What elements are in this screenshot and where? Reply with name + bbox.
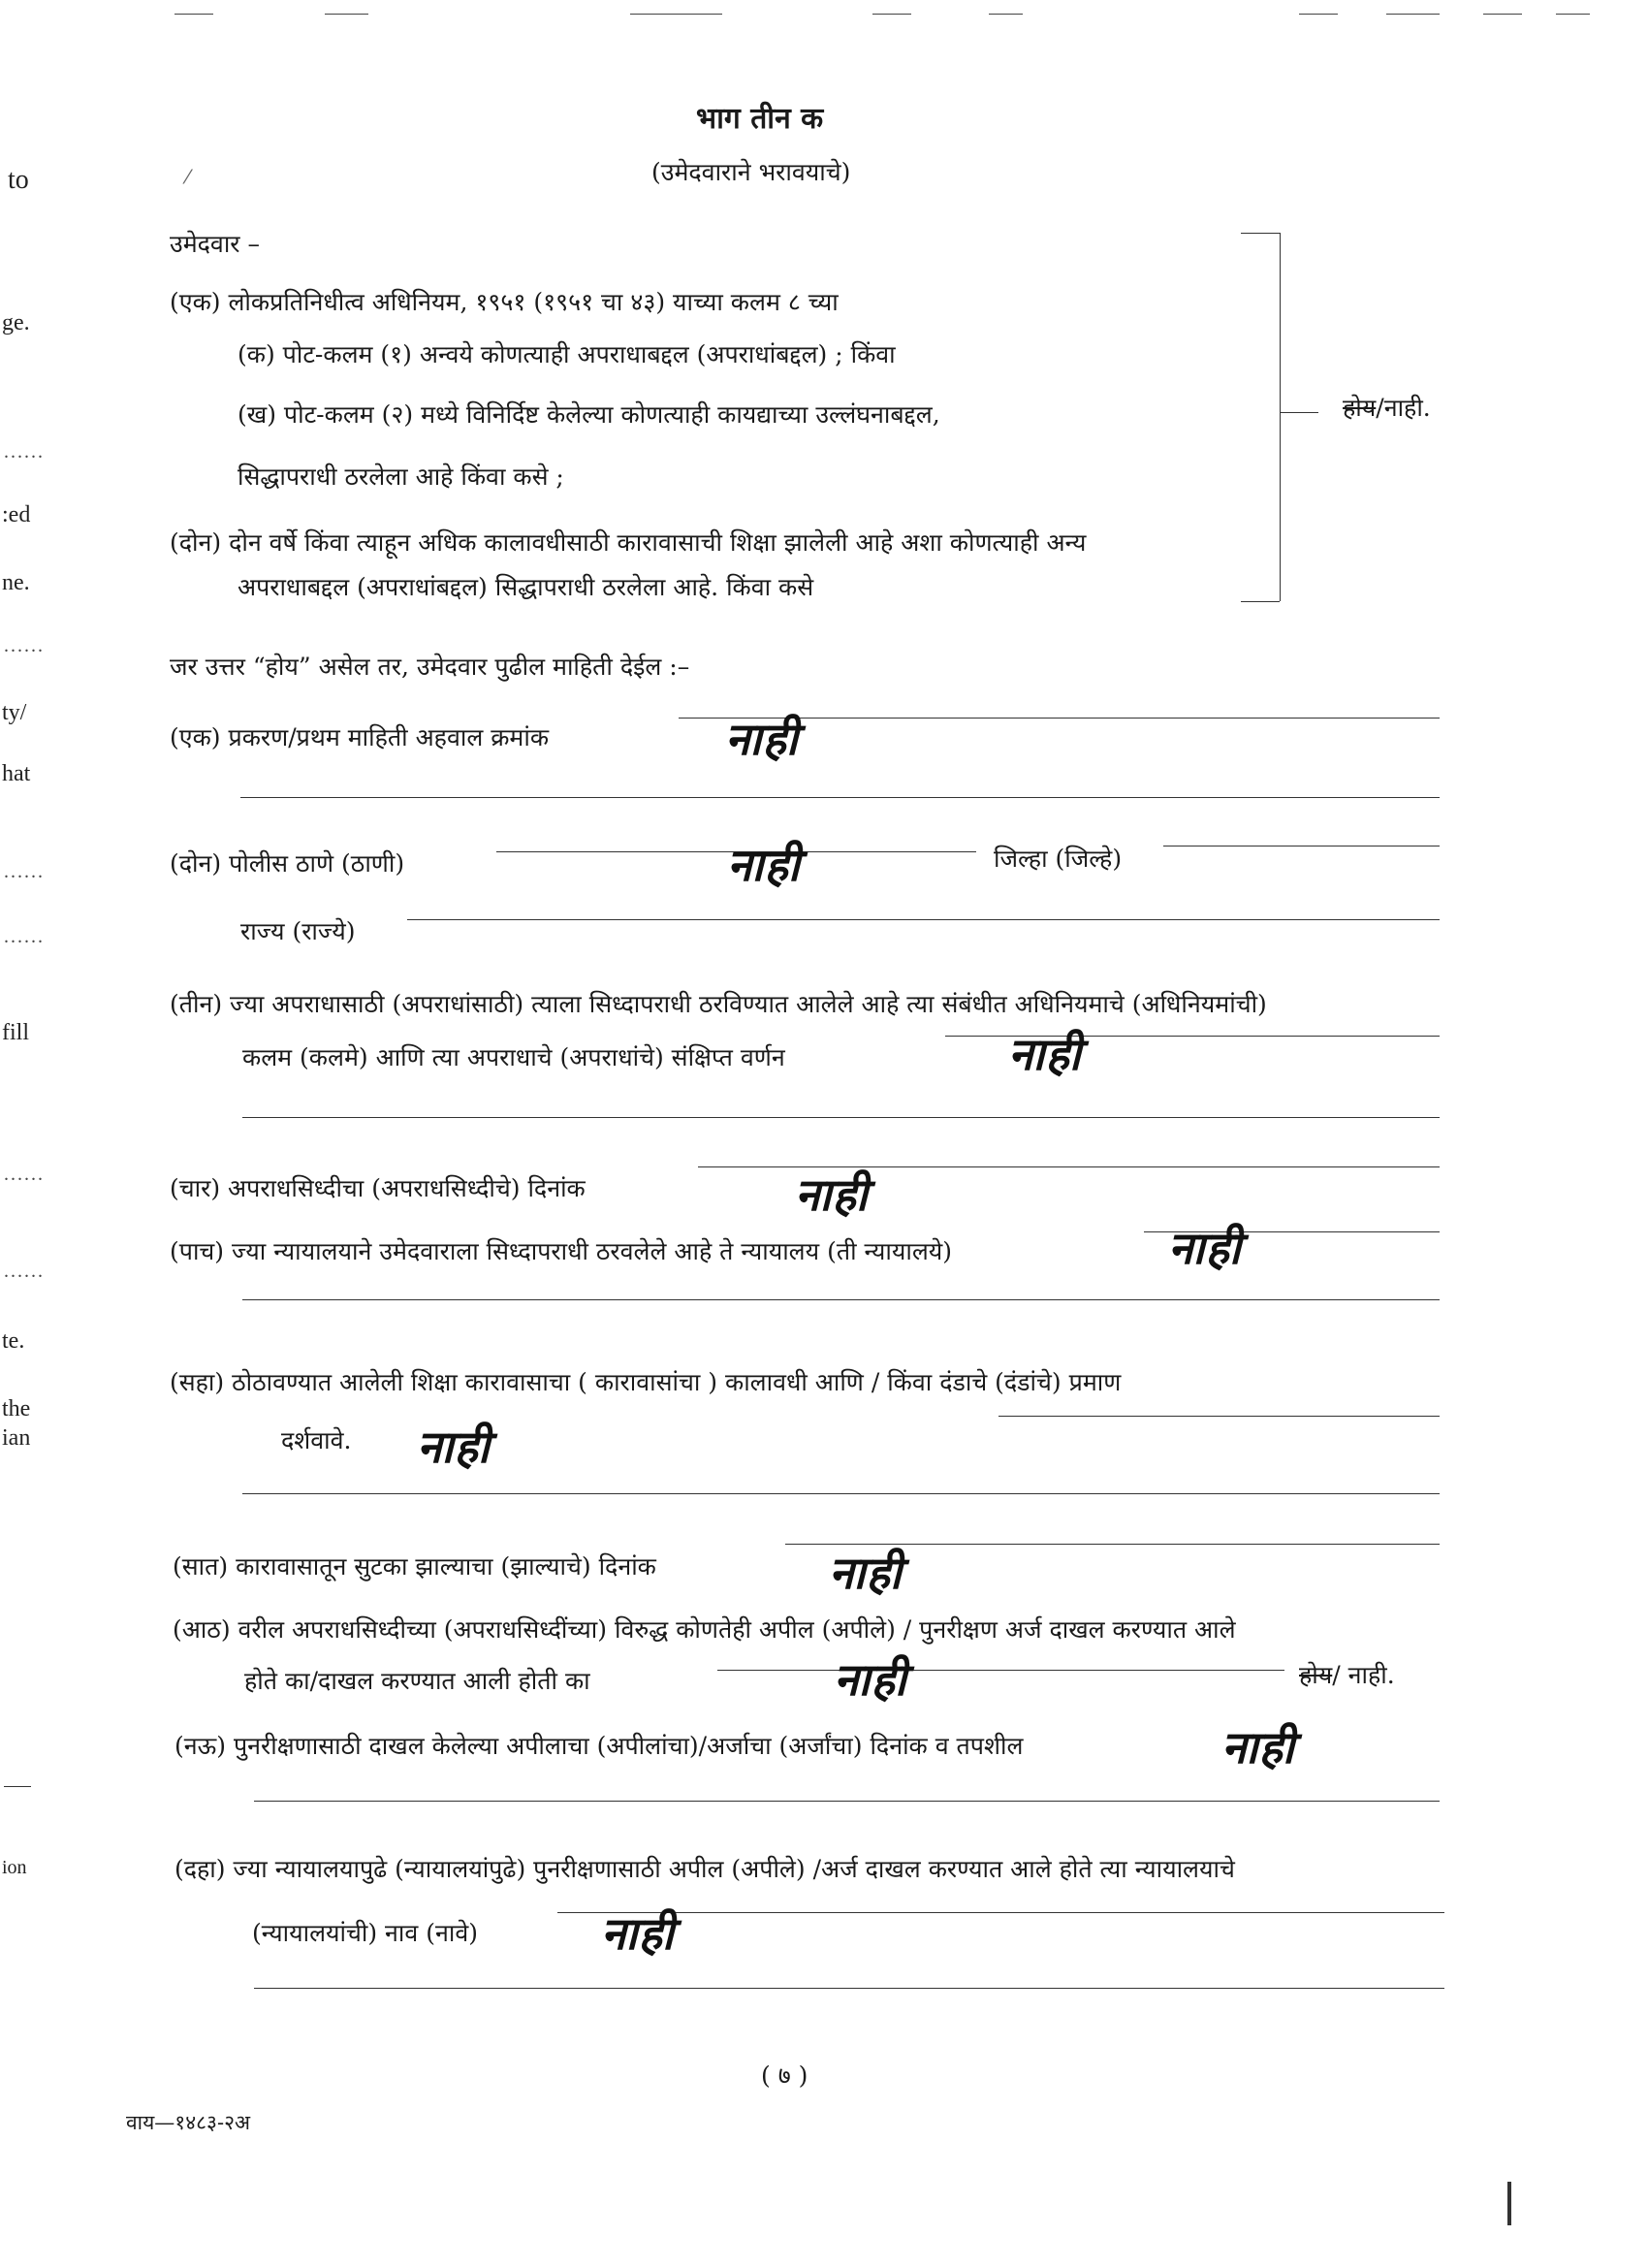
page-number: ( ७ )	[761, 2061, 808, 2090]
field-4-label: (चार) अपराधसिध्दीचा (अपराधसिध्दीचे) दिनांक	[170, 1174, 586, 1202]
margin-text: ian	[2, 1425, 31, 1451]
field-2-district-label: जिल्हा (जिल्हे)	[994, 845, 1123, 873]
clause-2-line1: (दोन) दोन वर्षे किंवा त्याहून अधिक कालावधीसाठी कारावासाची शिक्षा झालेली आहे अशा कोणत्याही अन्य	[170, 528, 1087, 557]
field-8-label-line2: होते का/दाखल करण्यात आली होती का	[244, 1667, 590, 1695]
margin-dots: ......	[4, 926, 45, 947]
margin-dots: ......	[4, 635, 45, 656]
candidate-label: उमेदवार –	[170, 230, 260, 258]
margin-dots: ......	[4, 1261, 45, 1282]
bracket-vertical	[1280, 233, 1281, 601]
margin-text: fill	[2, 1020, 29, 1045]
scan-mark: ⁄	[186, 165, 190, 188]
margin-dash	[4, 1786, 31, 1787]
field-3-line2	[242, 1117, 1440, 1118]
field-3-label-line2: कलम (कलमे) आणि त्या अपराधाचे (अपराधांचे) संक्षिप्त वर्णन	[242, 1043, 785, 1071]
clause-2-line2: अपराधाबद्दल (अपराधांबद्दल) सिद्धापराधी ठरलेला आहे. किंवा कसे	[238, 573, 814, 601]
bracket-bottom	[1241, 601, 1280, 602]
field-10-answer: नाही	[601, 1907, 675, 1960]
field-2-state-line	[407, 919, 1440, 920]
margin-text: ge.	[2, 310, 30, 335]
field-6-label-line2: दर्शवावे.	[281, 1426, 352, 1454]
margin-text: the	[2, 1396, 31, 1421]
field-10-label-line1: (दहा) ज्या न्यायालयापुढे (न्यायालयांपुढे) पुनरीक्षणासाठी अपील (अपीले) /अर्ज दाखल करण्यात आले होते त्या न्यायालयाचे	[174, 1855, 1235, 1883]
margin-text: hat	[2, 761, 31, 786]
margin-text: to	[8, 165, 29, 195]
field-7-label: (सात) कारावासातून सुटका झाल्याचा (झाल्याचे) दिनांक	[173, 1552, 656, 1581]
field-8-answer: नाही	[834, 1653, 907, 1706]
field-3-answer: नाही	[1008, 1028, 1082, 1080]
field-10-line	[557, 1912, 1444, 1913]
field-3-label-line1: (तीन) ज्या अपराधासाठी (अपराधांसाठी) त्याला सिध्दापराधी ठरविण्यात आलेले आहे त्या संबंधीत अधिनियमाचे (अधिनियमांची)	[170, 990, 1267, 1018]
margin-text: ne.	[2, 570, 30, 595]
page-title: भाग तीन क	[696, 102, 824, 136]
bracket-top	[1241, 233, 1280, 234]
field-2-label: (दोन) पोलीस ठाणे (ठाणी)	[170, 849, 405, 878]
field-2-state-label: राज्य (राज्ये)	[240, 917, 356, 945]
field-6-label-line1: (सहा) ठोठावण्यात आलेली शिक्षा कारावासाचा ( कारावासांचा ) कालावधी आणि / किंवा दंडाचे (दंडांचे) प्रमाण	[170, 1368, 1122, 1396]
field-2-answer: नाही	[727, 839, 801, 891]
field-9-label: (नऊ) पुनरीक्षणासाठी दाखल केलेल्या अपीलाचा (अपीलांचा)/अर्जाचा (अर्जांचा) दिनांक व तपशील	[174, 1732, 1024, 1760]
answer-yes-no	[1343, 393, 1431, 424]
field-8-no: / नाही.	[1332, 1661, 1395, 1689]
field-6-answer: नाही	[417, 1421, 491, 1473]
field-6-line	[998, 1416, 1440, 1417]
field-9-line	[254, 1801, 1440, 1802]
clause-1c: सिद्धापराधी ठरलेला आहे किंवा कसे ;	[238, 463, 564, 491]
clause-1a: (क) पोट-कलम (१) अन्वये कोणत्याही अपराधाबद्दल (अपराधांबद्दल) ; किंवा	[238, 340, 896, 368]
answer-yes-struck: होय	[1343, 394, 1377, 422]
margin-dots: ......	[4, 1164, 45, 1185]
field-5-label: (पाच) ज्या न्यायालयाने उमेदवाराला सिध्दापराधी ठरवलेले आहे ते न्यायालय (ती न्यायालये)	[170, 1237, 953, 1265]
field-8-yes-struck: होय	[1299, 1661, 1333, 1689]
field-4-answer: नाही	[795, 1168, 869, 1221]
field-2-district-line	[1163, 846, 1440, 847]
margin-text: te.	[2, 1328, 25, 1354]
clause-1b: (ख) पोट-कलम (२) मध्ये विनिर्दिष्ट केलेल्या कोणत्याही कायद्याच्या उल्लंघनाबद्दल,	[238, 400, 940, 429]
bracket-arm	[1280, 412, 1318, 413]
field-5-answer: नाही	[1168, 1222, 1242, 1274]
field-1-line2	[240, 797, 1440, 798]
margin-text: :ed	[2, 502, 31, 527]
clause-1: (एक) लोकप्रतिनिधीत्व अधिनियम, १९५१ (१९५१ चा ४३) याच्या कलम ८ च्या	[170, 288, 839, 316]
field-9-answer: नाही	[1221, 1721, 1295, 1773]
field-8-label-line1: (आठ) वरील अपराधसिध्दीच्या (अपराधसिध्दींच्या) विरुद्ध कोणतेही अपील (अपीले) / पुनरीक्षण अर्ज दाखल करण्यात आले	[173, 1615, 1236, 1644]
field-1-label: (एक) प्रकरण/प्रथम माहिती अहवाल क्रमांक	[170, 723, 550, 751]
page-subtitle: (उमेदवाराने भरावयाचे)	[651, 158, 851, 186]
field-10-line2	[254, 1988, 1444, 1989]
field-8-line	[717, 1670, 1284, 1671]
answer-no: /नाही.	[1376, 394, 1431, 422]
margin-text: ion	[2, 1857, 27, 1878]
margin-dots: ......	[4, 861, 45, 882]
margin-text: ty/	[2, 700, 27, 725]
field-10-label-line2: (न्यायालयांची) नाव (नावे)	[252, 1919, 479, 1947]
field-8-yes-no	[1299, 1660, 1395, 1691]
field-7-answer: नाही	[829, 1547, 903, 1599]
footer-code: वाय—१४८३-२अ	[126, 2111, 251, 2134]
if-yes-instruction: जर उत्तर “होय” असेल तर, उमेदवार पुढील माहिती देईल :–	[170, 653, 690, 681]
field-1-answer: नाही	[725, 713, 799, 765]
margin-dots: ......	[4, 441, 45, 463]
scan-mark	[1507, 2182, 1511, 2225]
field-5-line2	[242, 1299, 1440, 1300]
field-6-line2	[242, 1493, 1440, 1494]
